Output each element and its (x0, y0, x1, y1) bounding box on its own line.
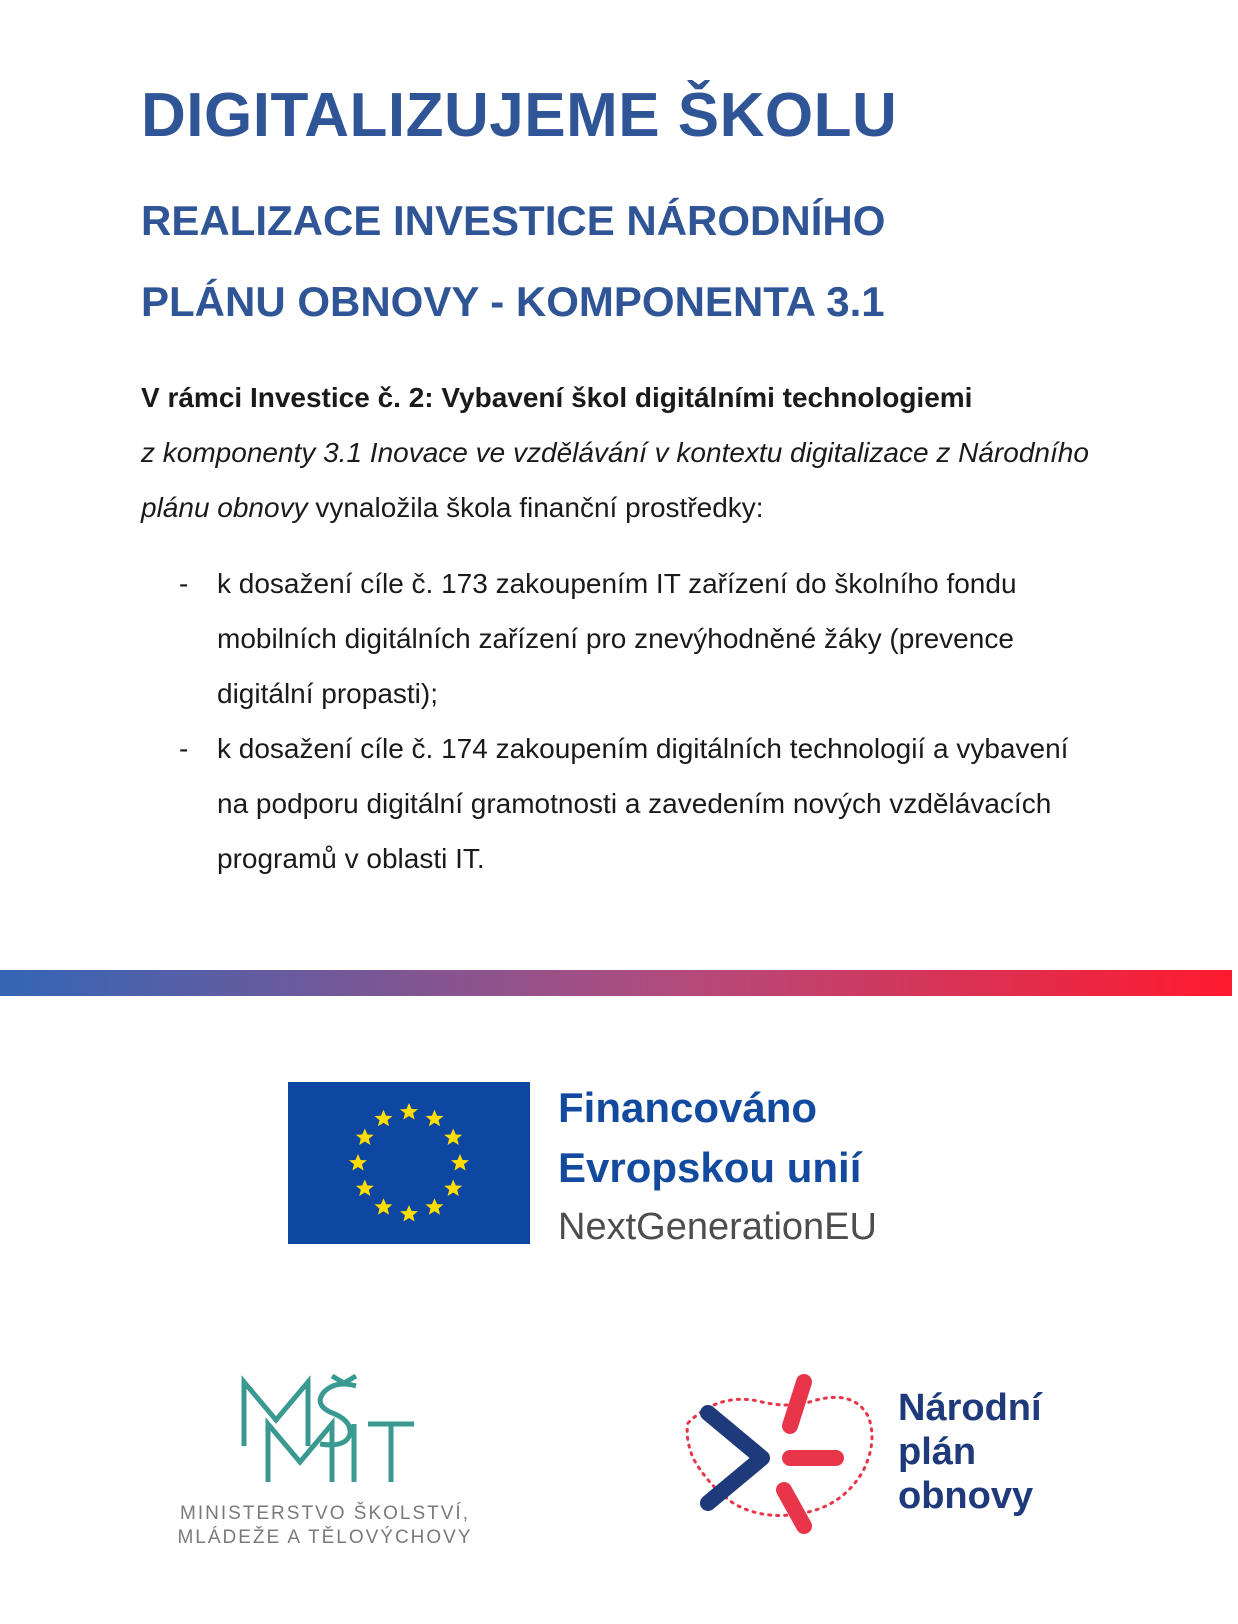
list-item (141, 721, 1101, 886)
subtitle-line-1: REALIZACE INVESTICE NÁRODNÍHO (141, 197, 886, 244)
msmt-name (150, 1502, 500, 1550)
eu-line-1: Financováno (558, 1084, 818, 1131)
msmt-logo-icon (236, 1374, 416, 1484)
npo-line-2: plán (898, 1431, 977, 1473)
msmt-name-line-2: MLÁDEŽE A TĚLOVÝCHOVY (177, 1527, 473, 1548)
page-subtitle (141, 180, 885, 342)
intro-paragraph (141, 370, 1141, 535)
list-dash: - (179, 733, 189, 764)
list-dash: - (179, 568, 189, 599)
intro-rest: vynaložila škola finanční prostředky: (307, 492, 764, 523)
intro-bold: V rámci Investice č. 2: Vybavení škol digitálními technologiemi (141, 382, 973, 413)
npo-line-1: Národní (898, 1387, 1042, 1429)
intro-italic: z komponenty 3.1 Inovace ve vzdělávání v kontextu digitalizace z Národního plánu obnovy (141, 437, 1089, 523)
gradient-divider (0, 970, 1232, 996)
list-item-text: k dosažení cíle č. 174 zakoupením digitálních technologií a vybavení na podporu digitální gramotnosti a zavedením nových vzdělávacích programů v oblasti IT. (217, 733, 1069, 874)
eu-line-3: NextGenerationEU (558, 1206, 877, 1248)
goals-list (141, 556, 1101, 886)
npo-label (898, 1386, 1042, 1518)
eu-line-2: Evropskou unií (558, 1144, 862, 1191)
npo-line-3: obnovy (898, 1475, 1034, 1517)
eu-flag-icon (288, 1082, 530, 1244)
npo-logo-icon (678, 1368, 898, 1538)
list-item-text: k dosažení cíle č. 173 zakoupením IT zařízení do školního fondu mobilních digitálních zařízení pro znevýhodněné žáky (prevence digitální propasti); (217, 568, 1017, 709)
page-title: DIGITALIZUJEME ŠKOLU (141, 81, 898, 150)
list-item (141, 556, 1101, 721)
eu-funding-label (558, 1078, 877, 1254)
msmt-name-line-1: MINISTERSTVO ŠKOLSTVÍ, (180, 1503, 470, 1524)
subtitle-line-2: PLÁNU OBNOVY - KOMPONENTA 3.1 (141, 278, 885, 325)
